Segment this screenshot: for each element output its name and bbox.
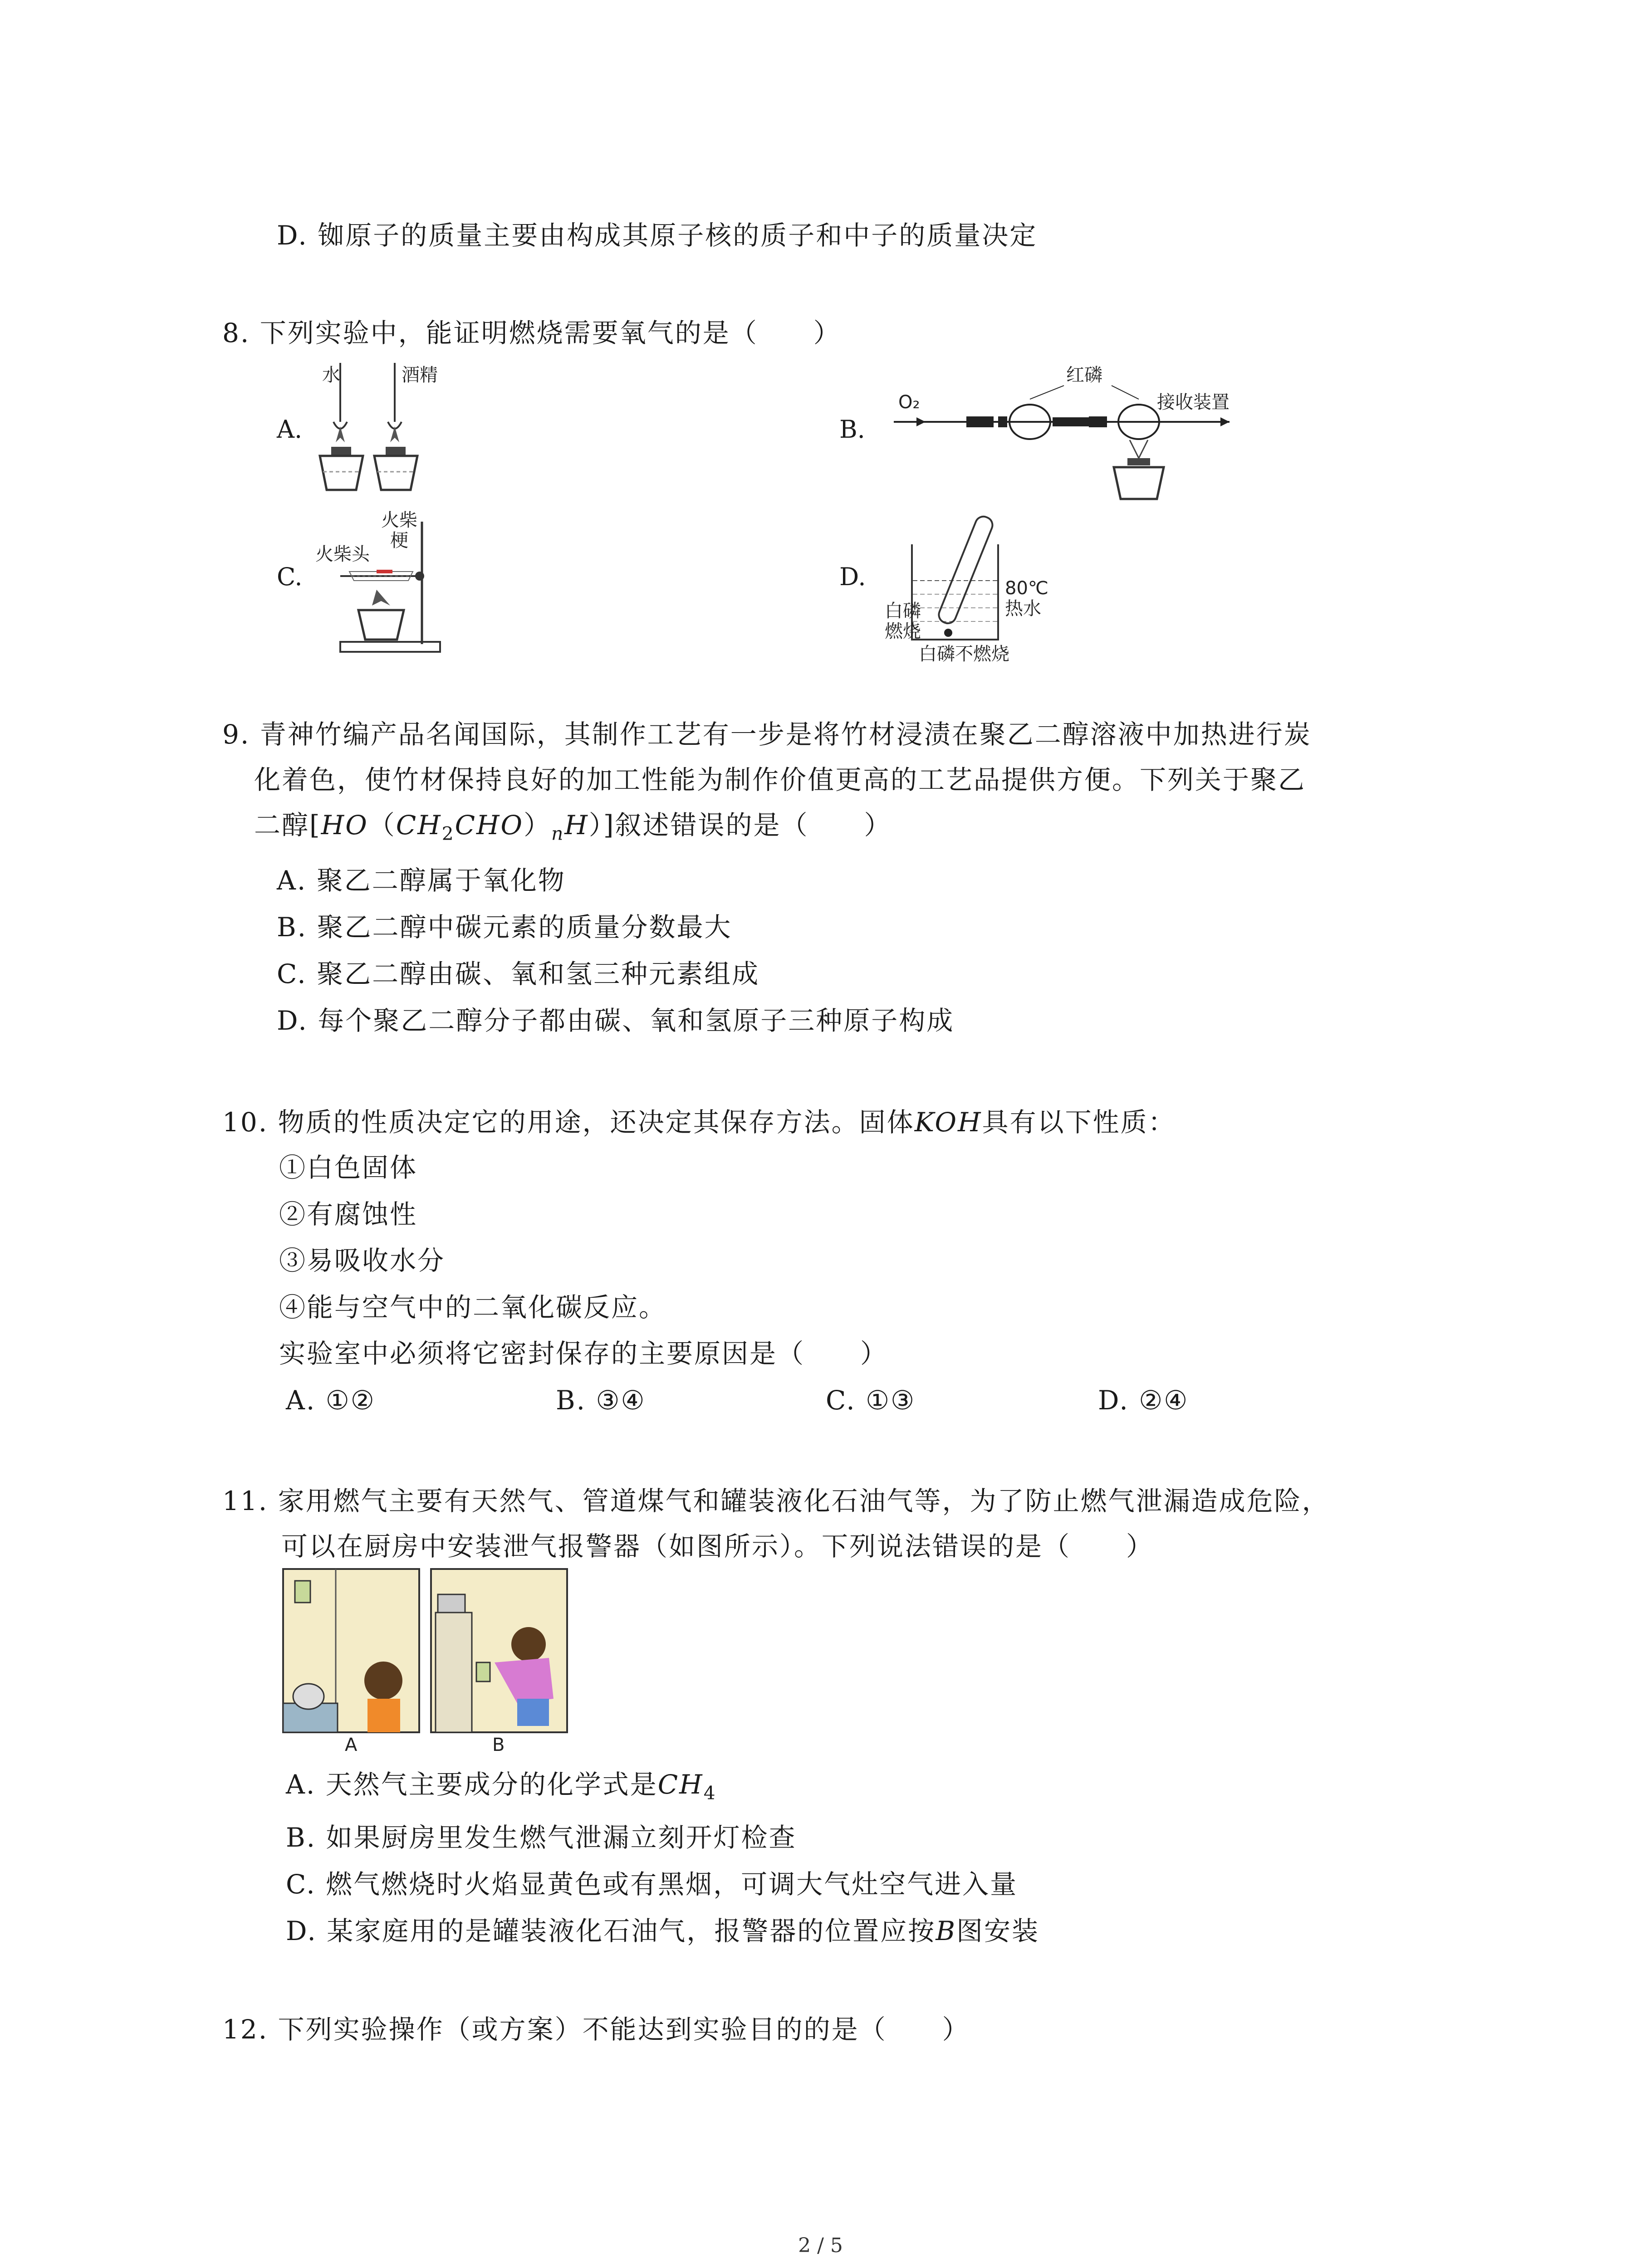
q9-formula-h: H: [564, 810, 589, 841]
q12-stem: 12. 下列实验操作（或方案）不能达到实验目的的是（ ）: [222, 2014, 970, 2045]
q8-figure-a: [313, 358, 467, 508]
q8-fig-b-receiver: 接收装置: [1157, 392, 1230, 413]
q8-fig-a-water: 水: [322, 365, 340, 386]
q8-fig-a-alcohol: 酒精: [402, 365, 438, 386]
q8-figure-d: [885, 503, 1057, 662]
q11-line-2: 可以在厨房中安装泄气报警器（如图所示）。下列说法错误的是（ ）: [281, 1531, 1154, 1562]
q8-label-b: B.: [839, 415, 865, 444]
q11-option-d: [286, 1918, 1039, 1944]
q11-option-b: B. 如果厨房里发生燃气泄漏立刻开灯检查: [286, 1822, 797, 1853]
q8-label-a: A.: [277, 415, 303, 444]
q8-fig-d-no-burn: 白磷不燃烧: [919, 644, 1009, 662]
q11-option-c: C. 燃气燃烧时火焰显黄色或有黑烟，可调大气灶空气进入量: [286, 1869, 1018, 1900]
q9-formula-close: ）: [524, 810, 552, 841]
q10-property-1: ①白色固体: [279, 1152, 418, 1183]
q11-option-d-prefix: D. 某家庭用的是罐装液化石油气，报警器的位置应按: [286, 1916, 936, 1946]
q8-fig-d-burn: 燃烧: [885, 621, 921, 642]
q8-fig-d-hot-water: 热水: [1005, 598, 1041, 619]
q11-option-d-suffix: 图安装: [956, 1916, 1039, 1946]
q10-stem-suffix: 具有以下性质：: [982, 1107, 1176, 1138]
q11-figure: [281, 1567, 581, 1776]
q8-fig-c-head: 火柴头: [315, 544, 370, 565]
q9-formula-close-2: ）: [588, 810, 603, 841]
q11-line-1: 11. 家用燃气主要有天然气、管道煤气和罐装液化石油气等，为了防止燃气泄漏造成危险，: [222, 1486, 1330, 1516]
q8-figure-c: [313, 508, 467, 658]
q8-fig-c-stem: 梗: [390, 530, 408, 551]
q8-fig-b-red-p: 红磷: [1066, 365, 1102, 386]
q9-formula-ch: CH: [396, 810, 442, 841]
q10-option-a: A. ①②: [286, 1385, 376, 1416]
q9-line-1: 9. 青神竹编产品名闻国际，其制作工艺有一步是将竹材浸渍在聚乙二醇溶液中加热进行炭: [222, 719, 1312, 750]
q11-option-a-text: A. 天然气主要成分的化学式是: [286, 1769, 658, 1800]
q7-option-d: D. 铷原子的质量主要由构成其原子核的质子和中子的质量决定: [277, 220, 1038, 251]
page-number: 2 / 5: [798, 2234, 843, 2257]
q10-option-b: B. ③④: [556, 1385, 646, 1416]
q9-formula-sub2: 2: [441, 822, 455, 845]
q11-option-a: [286, 1771, 717, 1802]
q9-line-3-suffix: ]叙述错误的是（ ）: [603, 810, 892, 841]
q10-formula-koh: KOH: [914, 1107, 982, 1138]
q10-option-d: D. ②④: [1098, 1385, 1189, 1416]
q8-fig-d-temp: 80℃: [1005, 578, 1048, 599]
q10-property-3: ③易吸收水分: [279, 1245, 446, 1276]
q9-formula-open: （: [368, 810, 396, 841]
q10-question: 实验室中必须将它密封保存的主要原因是（ ）: [279, 1338, 888, 1369]
q9-option-b: B. 聚乙二醇中碳元素的质量分数最大: [277, 912, 732, 943]
q11-fig-label-b: B: [492, 1735, 505, 1755]
q9-line-3-prefix: 二醇[: [254, 810, 321, 841]
q10-property-4: ④能与空气中的二氧化碳反应。: [279, 1292, 667, 1323]
q10-stem: [222, 1107, 1176, 1138]
q8-label-c: C.: [277, 562, 303, 591]
q8-fig-c-match: 火柴: [381, 510, 417, 531]
q11-formula-sub4: 4: [703, 1782, 717, 1804]
q10-option-c: C. ①③: [826, 1385, 916, 1416]
q9-line-2: 化着色，使竹材保持良好的加工性能为制作价值更高的工艺品提供方便。下列关于聚乙: [254, 764, 1306, 795]
q9-formula-n: n: [551, 822, 565, 845]
q9-option-a: A. 聚乙二醇属于氧化物: [277, 865, 566, 896]
q8-fig-b-o2: O₂: [898, 392, 920, 413]
q9-formula-ho: HO: [321, 810, 368, 841]
q10-stem-prefix: 10. 物质的性质决定它的用途，还决定其保存方法。固体: [222, 1107, 915, 1138]
q10-property-2: ②有腐蚀性: [279, 1199, 418, 1230]
q8-stem: 8. 下列实验中，能证明燃烧需要氧气的是（ ）: [222, 318, 841, 348]
q9-formula-cho: CHO: [455, 810, 524, 841]
q9-line-3: [254, 812, 892, 843]
q8-fig-d-white-p-1: 白磷: [885, 601, 921, 621]
q11-option-d-b: B: [936, 1916, 956, 1946]
q8-label-d: D.: [839, 562, 866, 591]
q9-option-c: C. 聚乙二醇由碳、氧和氢三种元素组成: [277, 958, 760, 989]
q9-option-d: D. 每个聚乙二醇分子都由碳、氧和氢原子三种原子构成: [277, 1005, 955, 1036]
q11-fig-label-a: A: [345, 1735, 358, 1755]
q11-formula-ch: CH: [657, 1769, 704, 1800]
q8-figure-b: [885, 354, 1239, 503]
